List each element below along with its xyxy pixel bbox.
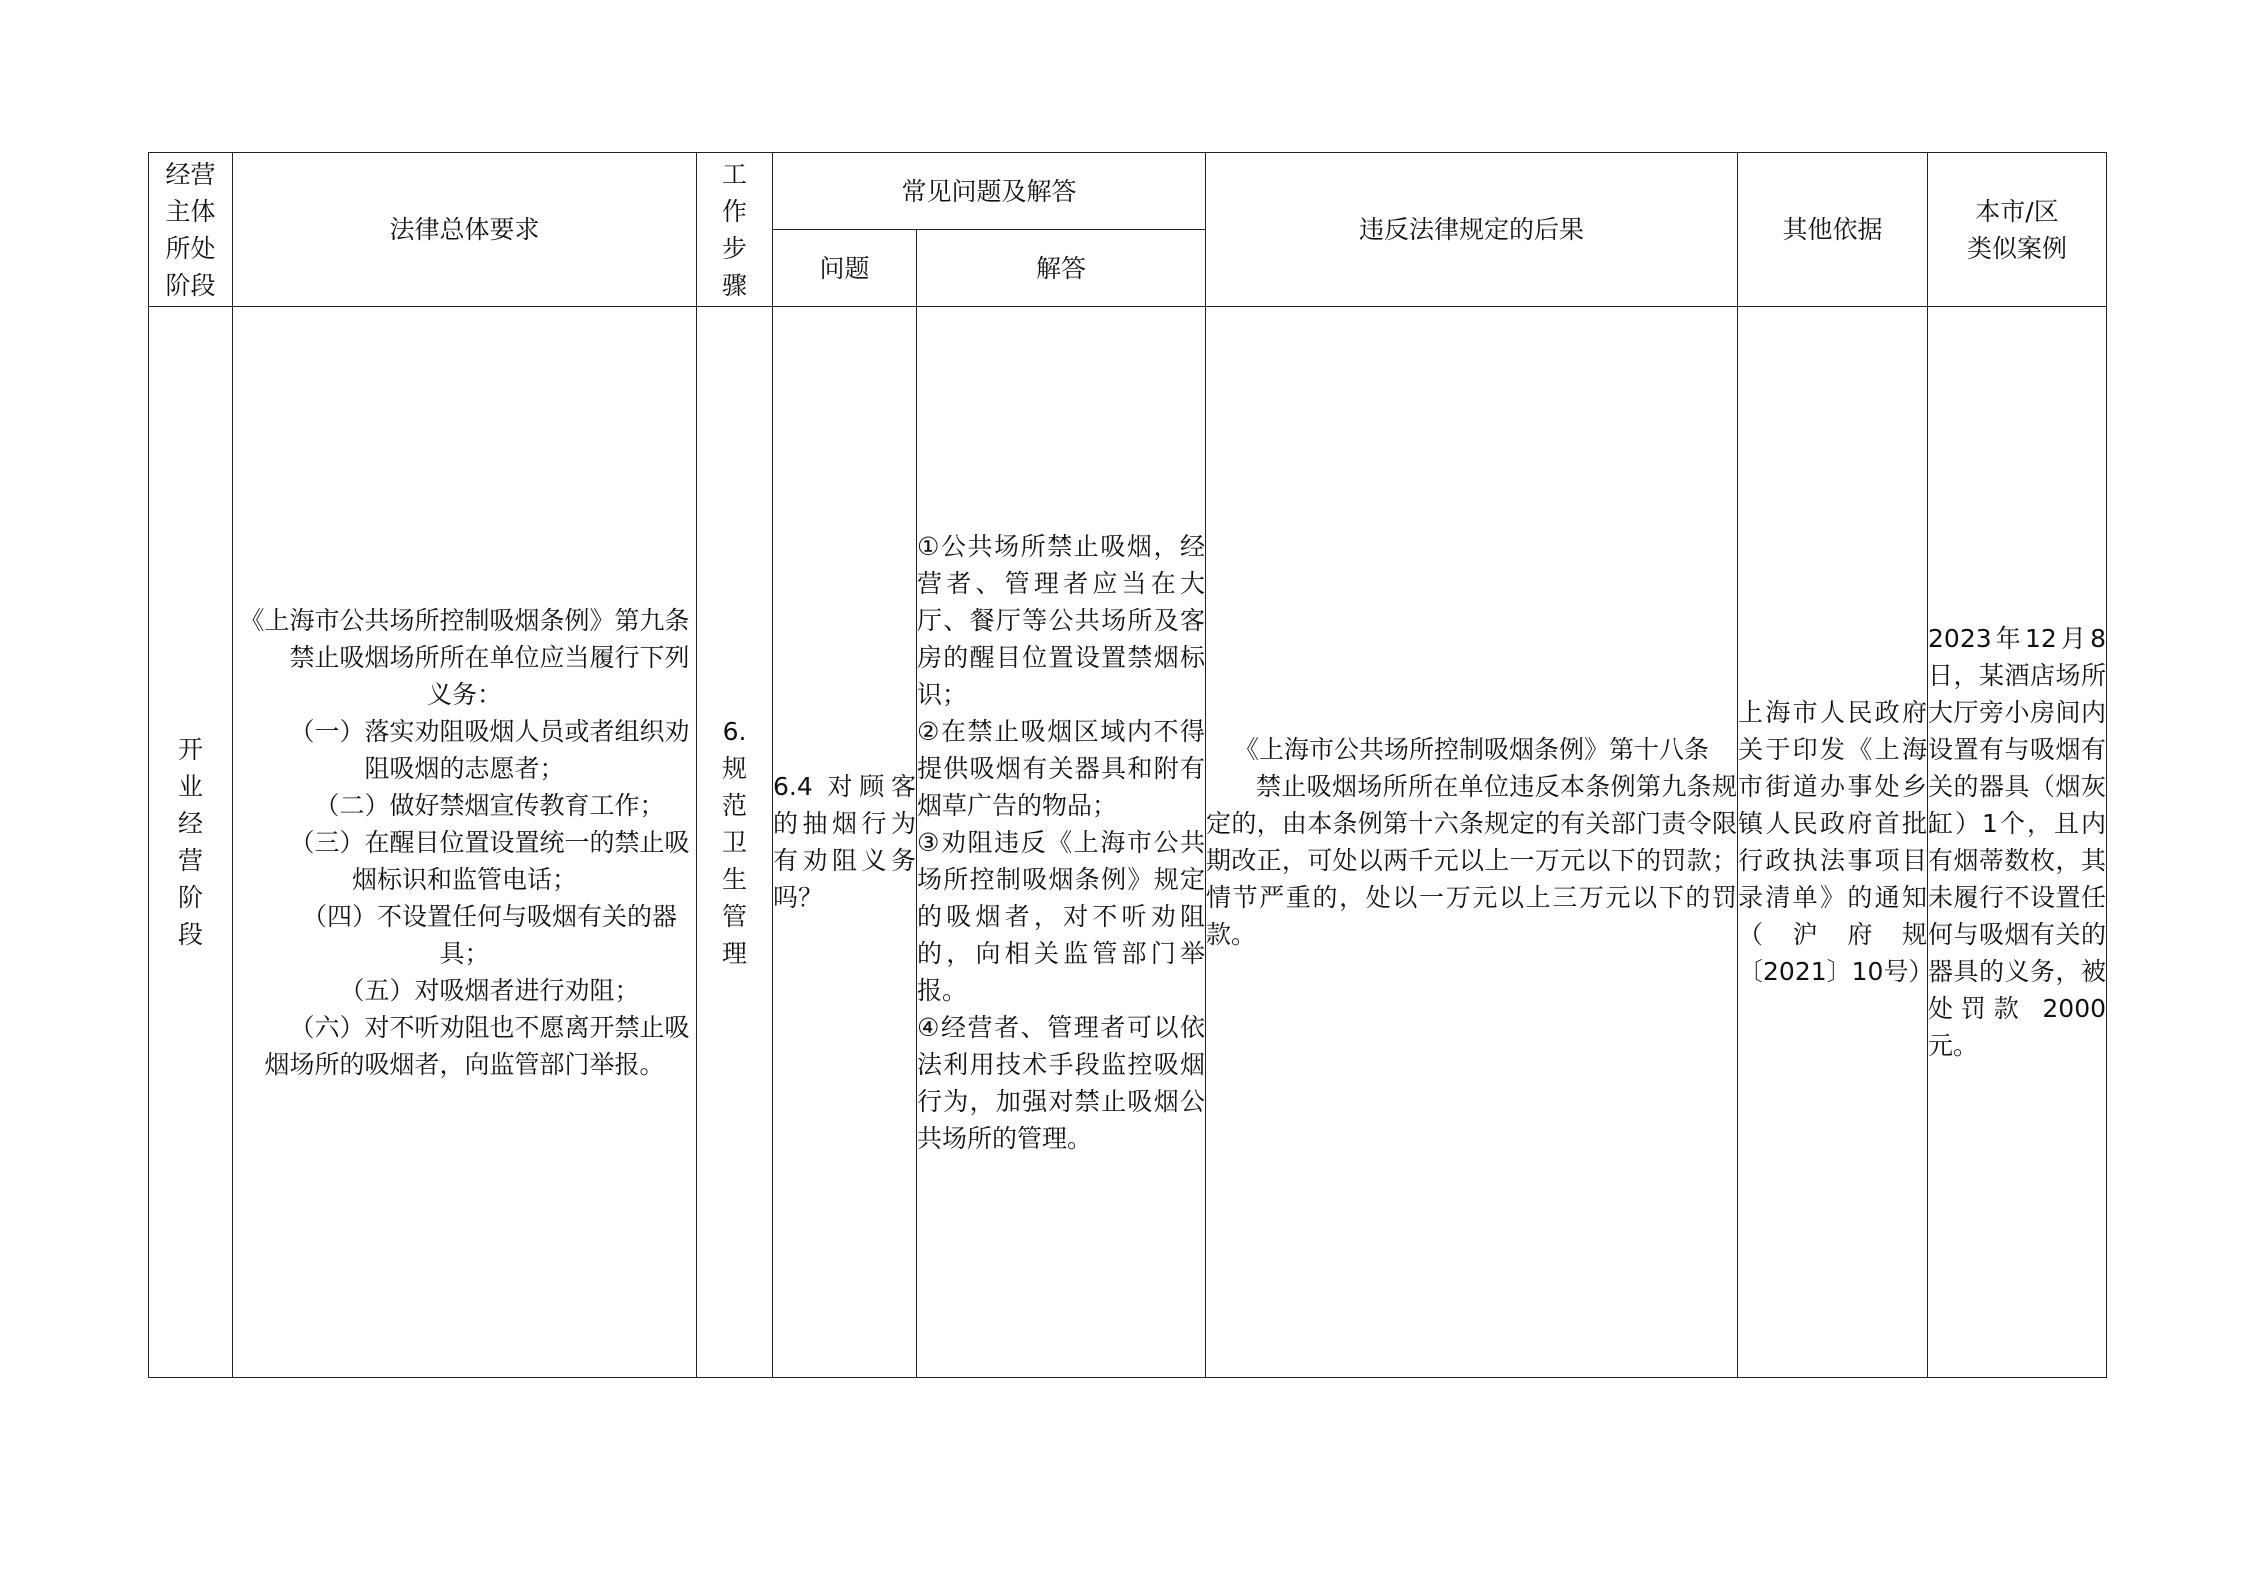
law-line: （三）在醒目位置设置统一的禁止吸烟标识和监管电话； <box>289 827 690 894</box>
stage-char: 经 <box>177 809 203 838</box>
header-law-requirements: 法律总体要求 <box>233 153 697 307</box>
law-line: （二）做好禁烟宣传教育工作； <box>314 790 665 820</box>
header-stage-line: 阶段 <box>165 270 216 300</box>
work-step-char: 范 <box>721 790 747 820</box>
question-text: 6.4 对顾客的抽烟行为有劝阻义务吗？ <box>773 772 916 912</box>
header-work-step-char: 步 <box>721 233 747 263</box>
law-line: （六）对不听劝阻也不愿离开禁止吸烟场所的吸烟者，向监管部门举报。 <box>264 1012 690 1079</box>
law-title: 《上海市公共场所控制吸烟条例》第九条 <box>239 605 690 635</box>
similar-case-text: 2023年12月8日，某酒店场所大厅旁小房间内设置有与吸烟有关的器具（烟灰缸）1个，且内有烟蒂数枚，其未履行不设置任何与吸烟有关的器具的义务，被处罚款 2000元。 <box>1928 624 2107 1060</box>
consequence-text: 禁止吸烟场所所在单位违反本条例第九条规定的，由本条例第十六条规定的有关部门责令限期改正，可处以两千元以上一万元以下的罚款；情节严重的，处以一万元以上三万元以下的罚款。 <box>1206 772 1738 949</box>
header-stage-line: 主体 <box>165 196 216 226</box>
header-similar-cases <box>1928 153 2107 307</box>
header-stage <box>149 153 233 307</box>
answer-item: ③劝阻违反《上海市公共场所控制吸烟条例》规定的吸烟者，对不听劝阻的，向相关监管部门举报。 <box>917 827 1206 1005</box>
other-basis-cell <box>1738 307 1934 1378</box>
work-step-char: 生 <box>721 864 747 894</box>
header-consequences: 违反法律规定的后果 <box>1206 153 1738 307</box>
question-cell <box>773 307 917 1378</box>
answer-cell <box>917 307 1206 1378</box>
header-work-step-char: 骤 <box>721 270 747 300</box>
consequences-cell <box>1206 307 1738 1378</box>
stage-char: 段 <box>177 920 203 949</box>
header-similar-cases-line: 本市/区 <box>1975 196 2059 226</box>
stage-char: 开 <box>177 735 203 764</box>
stage-char: 阶 <box>177 883 203 912</box>
work-step-char: 卫 <box>721 827 747 857</box>
law-line: （五）对吸烟者进行劝阻； <box>339 975 640 1005</box>
work-step-char: 管 <box>721 901 747 931</box>
law-requirements-cell <box>233 307 697 1378</box>
header-answer: 解答 <box>917 230 1206 307</box>
answer-item: ④经营者、管理者可以依法利用技术手段监控吸烟行为，加强对禁止吸烟公共场所的管理。 <box>917 1012 1206 1153</box>
table-row <box>149 307 2107 1378</box>
work-step-char: 6. <box>722 716 747 746</box>
header-stage-line: 经营 <box>165 159 216 189</box>
header-stage-line: 所处 <box>165 233 216 263</box>
compliance-table <box>148 152 2107 1378</box>
header-faq: 常见问题及解答 <box>773 153 1206 230</box>
header-work-step-char: 工 <box>721 159 747 189</box>
header-work-step-char: 作 <box>721 196 747 226</box>
law-line: （四）不设置任何与吸烟有关的器具； <box>301 901 677 968</box>
work-step-char: 规 <box>721 753 747 783</box>
stage-char: 业 <box>177 772 203 801</box>
work-step-cell <box>697 307 773 1378</box>
stage-char: 营 <box>177 846 203 875</box>
law-line: 禁止吸烟场所所在单位应当履行下列义务： <box>289 642 690 709</box>
law-line: （一）落实劝阻吸烟人员或者组织劝阻吸烟的志愿者； <box>289 716 690 783</box>
header-question: 问题 <box>773 230 917 307</box>
header-other-basis: 其他依据 <box>1738 153 1928 307</box>
answer-item: ②在禁止吸烟区域内不得提供吸烟有关器具和附有烟草广告的物品； <box>917 716 1206 820</box>
answer-item: ①公共场所禁止吸烟，经营者、管理者应当在大厅、餐厅等公共场所及客房的醒目位置设置禁烟标识； <box>917 531 1206 709</box>
other-basis-text: 上海市人民政府关于印发《上海市街道办事处乡镇人民政府首批行政执法事项目录清单》的通知（沪府规〔2021〕10号） <box>1738 698 1934 986</box>
work-step-char: 理 <box>721 938 747 968</box>
header-work-step <box>697 153 773 307</box>
similar-case-cell <box>1928 307 2107 1378</box>
stage-cell <box>149 307 233 1378</box>
header-similar-cases-line: 类似案例 <box>1967 233 2068 263</box>
consequence-title: 《上海市公共场所控制吸烟条例》第十八条 <box>1234 735 1710 764</box>
